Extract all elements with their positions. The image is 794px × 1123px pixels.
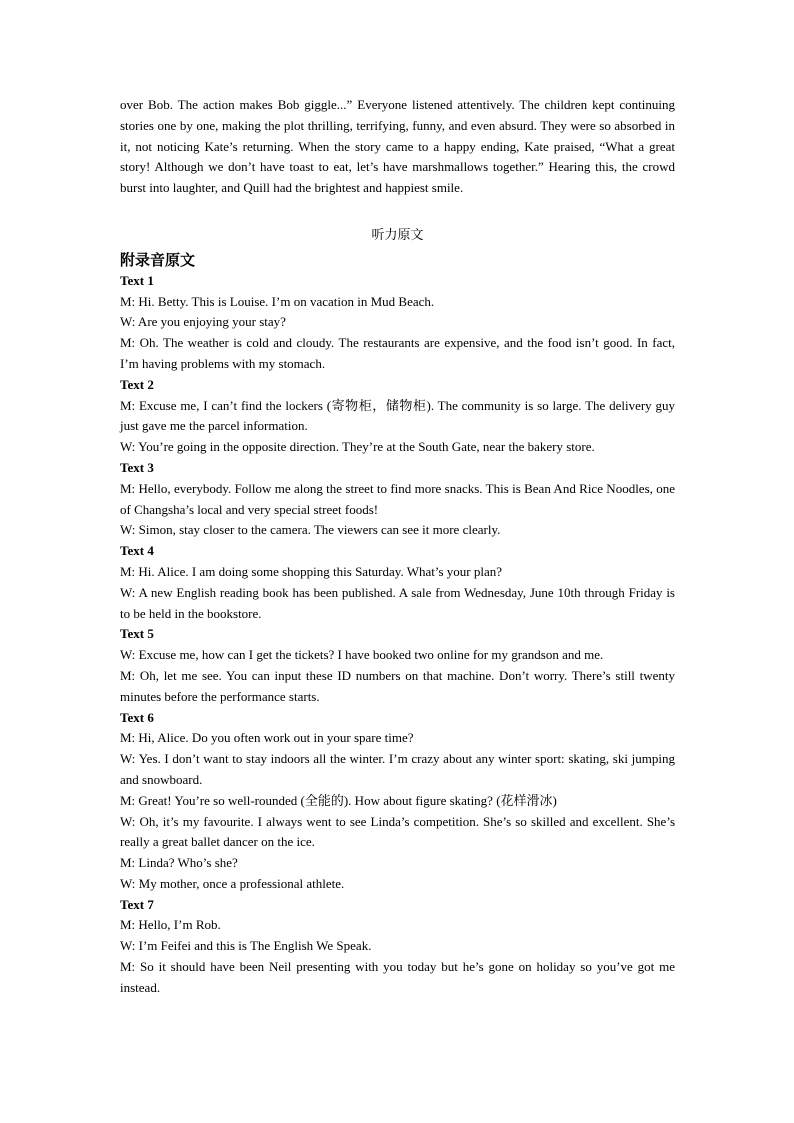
dialogue-line: M: Oh. The weather is cold and cloudy. The restaurants are expensive, and the food isn’t good. In fact, I’m having problems with my stomach. [120,335,675,371]
text-6 [120,708,675,895]
text-heading: Text 7 [120,896,154,912]
text-heading: Text 6 [120,709,154,725]
dialogue-line: W: A new English reading book has been published. A sale from Wednesday, June 10th through Friday is to be held in the bookstore. [120,584,675,621]
text-heading: Text 5 [120,626,154,642]
dialogue-line: W: You’re going in the opposite direction. They’re at the South Gate, near the bakery store. [120,439,595,455]
document-page [120,95,675,999]
dialogue-line: M: So it should have been Neil presenting with you today but he’s gone on holiday so you’ve got me instead. [120,959,675,995]
dialogue-line: W: Oh, it’s my favourite. I always went to see Linda’s competition. She’s so skilled and excellent. She’s really a great ballet dancer on the ice. [120,813,675,850]
dialogue-line: W: Are you enjoying your stay? [120,314,286,330]
dialogue-line: M: Hello, everybody. Follow me along the street to find more snacks. This is Bean And Rice Noodles, one of Changsha’s local and very special street foods! [120,480,675,517]
dialogue-line: M: Hi. Alice. I am doing some shopping this Saturday. What’s your plan? [120,563,503,579]
dialogue-line: W: I’m Feifei and this is The English We Speak. [120,938,372,954]
dialogue-line: M: Excuse me, I can’t find the lockers (寄物柜，储物柜). The community is so large. The delivery guy just gave me the parcel information. [120,397,675,434]
text-1 [120,271,675,375]
dialogue-line: W: Excuse me, how can I get the tickets? I have booked two online for my grandson and me. [120,647,604,663]
dialogue-line: M: Hello, I’m Rob. [120,917,221,933]
dialogue-line: W: Yes. I don’t want to stay indoors all the winter. I’m crazy about any winter sport: skating, ski jumping and snowboard. [120,751,675,787]
text-5 [120,624,675,707]
section-title: 听力原文 [371,226,424,242]
dialogue-line: M: Hi, Alice. Do you often work out in your spare time? [120,730,414,746]
dialogue-line: M: Hi. Betty. This is Louise. I’m on vacation in Mud Beach. [120,293,435,309]
text-heading: Text 1 [120,272,154,288]
story-paragraph: over Bob. The action makes Bob giggle...” Everyone listened attentively. The children kept continuing stories one by one, making the plot thrilling, terrifying, funny, and even absurd. They were so absorbed in it, not noticing Kate’s returning. When the story came to a happy ending, Kate praised, “What a great story! Although we don’t have toast to eat, let’s have marshmallows together.” Hearing this, the crowd burst into laughter, and Quill had the brightest and happiest smile. [120,97,675,196]
text-3 [120,458,675,541]
dialogue-line: M: Great! You’re so well-rounded (全能的). How about figure skating? (花样滑冰) [120,792,557,808]
dialogue-line: M: Linda? Who’s she? [120,855,238,871]
dialogue-line: W: My mother, once a professional athlete. [120,875,345,891]
text-4 [120,541,675,624]
dialogue-line: M: Oh, let me see. You can input these ID numbers on that machine. Don’t worry. There’s still twenty minutes before the performance starts. [120,667,675,704]
text-heading: Text 2 [120,376,154,392]
text-heading: Text 4 [120,543,154,559]
appendix-title: 附录音原文 [120,250,196,269]
dialogue-line: W: Simon, stay closer to the camera. The viewers can see it more clearly. [120,522,501,538]
text-7 [120,895,675,999]
text-heading: Text 3 [120,459,154,475]
text-2 [120,375,675,458]
